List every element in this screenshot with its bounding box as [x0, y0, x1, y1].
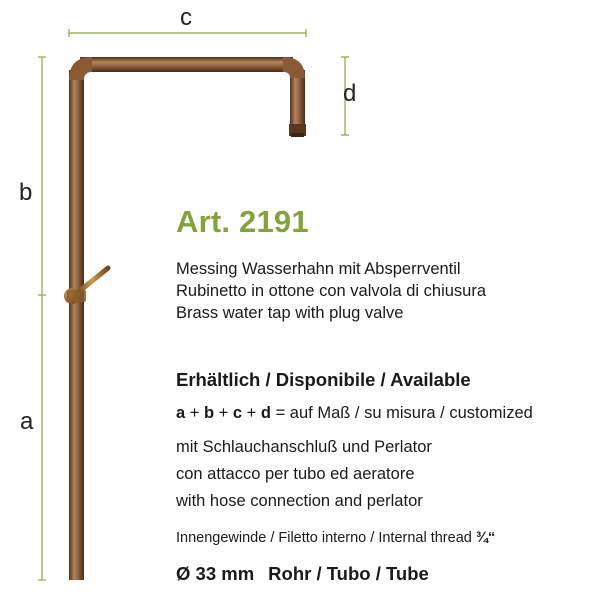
article-number: Art. 2191	[176, 204, 309, 239]
top-horizontal-pipe	[80, 57, 293, 72]
dimension-label-c: c	[180, 4, 192, 31]
dimension-label-d: d	[343, 80, 357, 107]
tube-label: Rohr / Tubo / Tube	[268, 563, 429, 584]
tube-spec	[176, 563, 429, 585]
description-line-de: Messing Wasserhahn mit Absperrventil	[176, 260, 461, 278]
spout-pipe	[290, 70, 305, 124]
vertical-pipe	[69, 70, 84, 580]
feature-line-de: mit Schlauchanschluß und Perlator	[176, 438, 432, 456]
description-line-it: Rubinetto in ottone con valvola di chiusura	[176, 282, 487, 300]
formula-plus-3: +	[242, 404, 261, 422]
feature-list	[176, 434, 432, 515]
feature-line-en: with hose connection and perlator	[176, 492, 423, 510]
availability-heading: Erhältlich / Disponibile / Available	[176, 369, 471, 390]
internal-thread	[176, 530, 495, 546]
formula-a: a	[176, 404, 186, 422]
formula-plus-1: +	[185, 404, 204, 422]
formula-plus-2: +	[214, 404, 233, 422]
pipe-bend-left	[69, 57, 92, 80]
dimension-formula	[176, 404, 533, 423]
tube-diameter: Ø 33 mm	[176, 563, 255, 584]
formula-c: c	[232, 404, 243, 422]
formula-d: d	[260, 404, 271, 422]
formula-b: b	[204, 404, 215, 422]
thread-text: Innengewinde / Filetto interno / Internal thread	[176, 530, 476, 546]
dimension-label-a: a	[20, 408, 34, 435]
product-description	[176, 258, 486, 324]
pipe-bend-right	[283, 57, 305, 78]
feature-line-it: con attacco per tubo ed aeratore	[176, 465, 415, 483]
description-line-en: Brass water tap with plug valve	[176, 304, 404, 322]
dimension-label-b: b	[19, 179, 33, 206]
formula-rest: = auf Maß / su misura / customized	[271, 404, 533, 422]
valve-collar	[67, 290, 86, 302]
thread-size: ¾“	[475, 530, 496, 546]
